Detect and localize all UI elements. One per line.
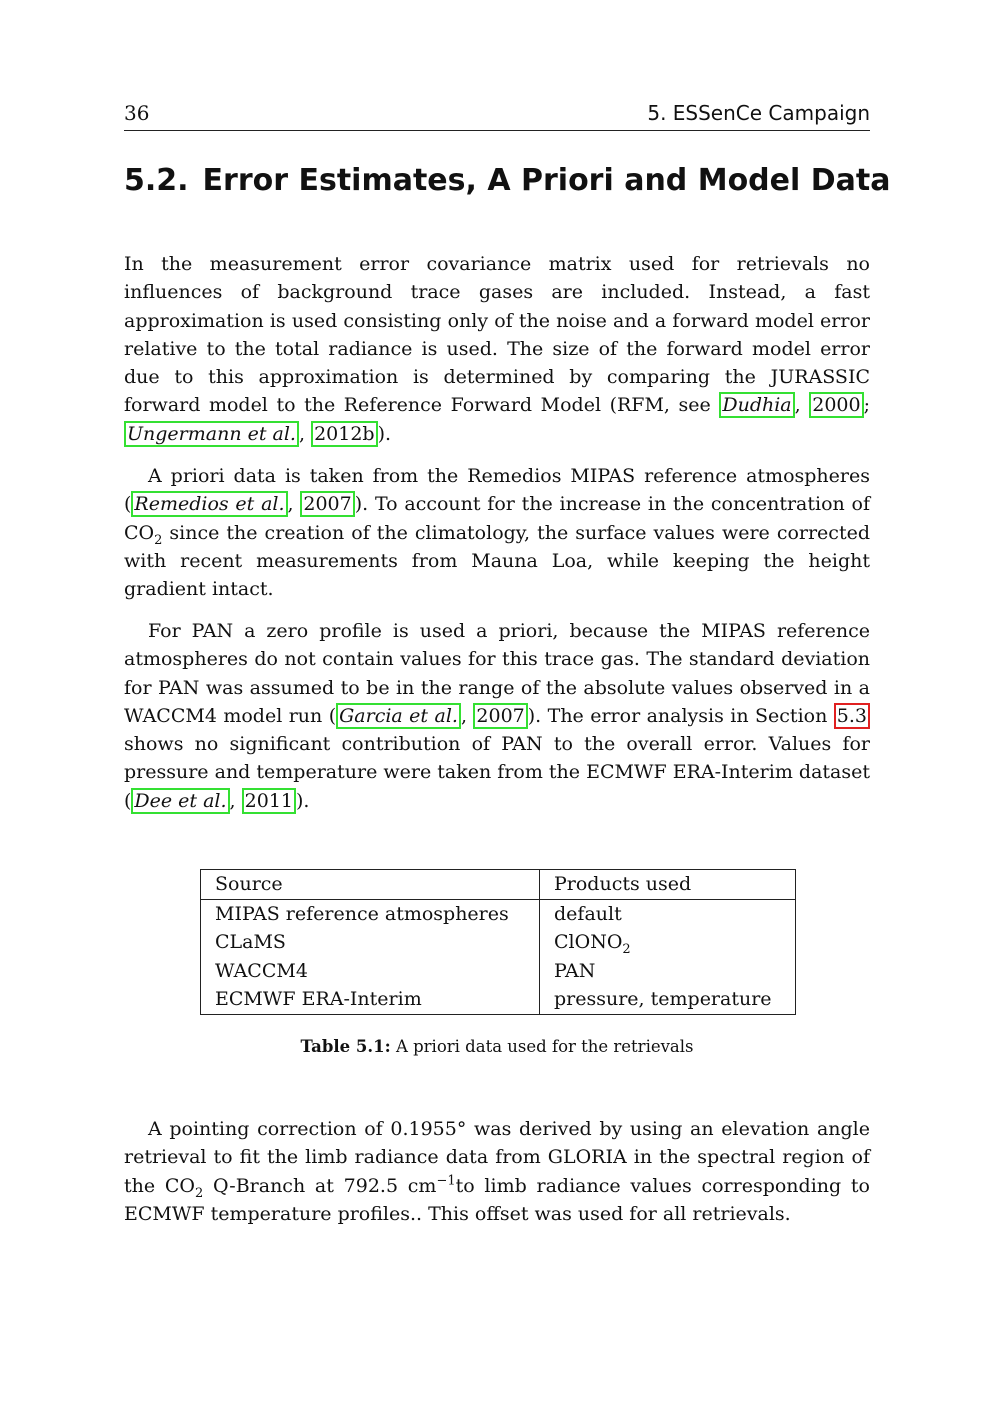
text: ). [377,422,392,445]
citation-link[interactable]: Dee et al. [131,788,229,814]
chapter-title: 5. ESSenCe Campaign [647,101,870,125]
text: ; [863,394,870,417]
table-cell: CLaMS [201,928,540,957]
text: Q-Branch at 792.5 cm [203,1174,437,1197]
table-cell [540,928,796,957]
paragraph-2 [124,462,870,603]
apriori-table [200,869,796,1015]
subscript: 2 [154,532,163,548]
text: , [794,394,810,417]
cell-text: ClONO [554,931,623,953]
section-ref-link[interactable]: 5.3 [834,703,870,729]
running-header [124,98,870,131]
text: , [460,704,474,727]
table-row [201,928,796,957]
section-title: Error Estimates, A Priori and Model Data [202,163,891,198]
citation-year-link[interactable]: 2012b [311,421,378,447]
text: , [287,493,301,516]
text: For PAN a zero profile is used a priori, because the MIPAS reference atmospheres do not contain values for this trace gas. The standard deviation for PAN was assumed to be in the range of the absolute values observed in a WACCM4 model run ( [124,620,870,727]
section-heading [124,163,890,198]
table-header-row [201,870,796,900]
citation-link[interactable]: Dudhia [719,392,794,418]
text: ). To account for the increase in the concentration of CO [124,493,870,544]
text: , [229,789,242,812]
subscript: 2 [194,1185,204,1201]
citation-link[interactable]: Garcia et al. [336,703,461,729]
paragraph-3 [124,617,870,815]
table-cell: MIPAS reference atmospheres [201,899,540,928]
table-cell: PAN [554,959,596,982]
table-row [201,957,796,986]
caption-label: Table 5.1: [300,1037,391,1056]
table-row [201,899,796,928]
text: since the creation of the climatology, the surface values were corrected with recent measurements from Mauna Loa, while keeping the height gradient intact. [124,521,870,601]
text: , [298,422,312,445]
table-cell: ECMWF ERA-Interim [201,985,540,1014]
citation-year-link[interactable]: 2000 [809,392,863,418]
text: ). The error analysis in Section [527,704,834,727]
subscript: 2 [622,941,631,957]
table-cell: default [554,902,622,925]
text: In the measurement error covariance matrix used for retrievals no influences of background trace gases are included. Instead, a fast approximation is used consisting only of the noise and a forward model error relative to the total radiance is used. The size of the forward model error due to this approximation is determined by comparing the JURASSIC forward model to the Reference Forward Model (RFM, see [124,253,870,417]
text: to limb radiance values corresponding to ECMWF temperature profiles.. This offset was used for all retrievals. [124,1174,870,1225]
table-cell: pressure, temperature [554,988,772,1010]
table-caption [124,1037,870,1056]
text: shows no significant contribution of PAN to the overall error. Values for pressure and temperature were taken from the ECMWF ERA-Interim dataset ( [124,733,870,812]
text: A priori data is taken from the Remedios MIPAS reference atmospheres ( [124,465,870,516]
section-number: 5.2. [124,163,189,198]
citation-year-link[interactable]: 2011 [242,788,296,814]
superscript: −1 [436,1173,456,1189]
paragraph-1 [124,250,870,448]
table-row [201,985,796,1014]
citation-link[interactable]: Remedios et al. [131,491,287,517]
paragraph-4 [124,1115,870,1228]
citation-year-link[interactable]: 2007 [300,491,354,517]
text: ). [296,789,310,812]
caption-text: A priori data used for the retrievals [390,1037,694,1056]
table-cell: WACCM4 [201,957,540,986]
text: A pointing correction of 0.1955° was derived by using an elevation angle retrieval to fit the limb radiance data from GLORIA in the spectral region of the CO [124,1118,870,1197]
page-number: 36 [124,101,150,125]
column-header-products: Products used [540,870,796,900]
citation-year-link[interactable]: 2007 [473,703,527,729]
citation-link[interactable]: Ungermann et al. [124,421,299,447]
column-header-source: Source [201,870,540,900]
